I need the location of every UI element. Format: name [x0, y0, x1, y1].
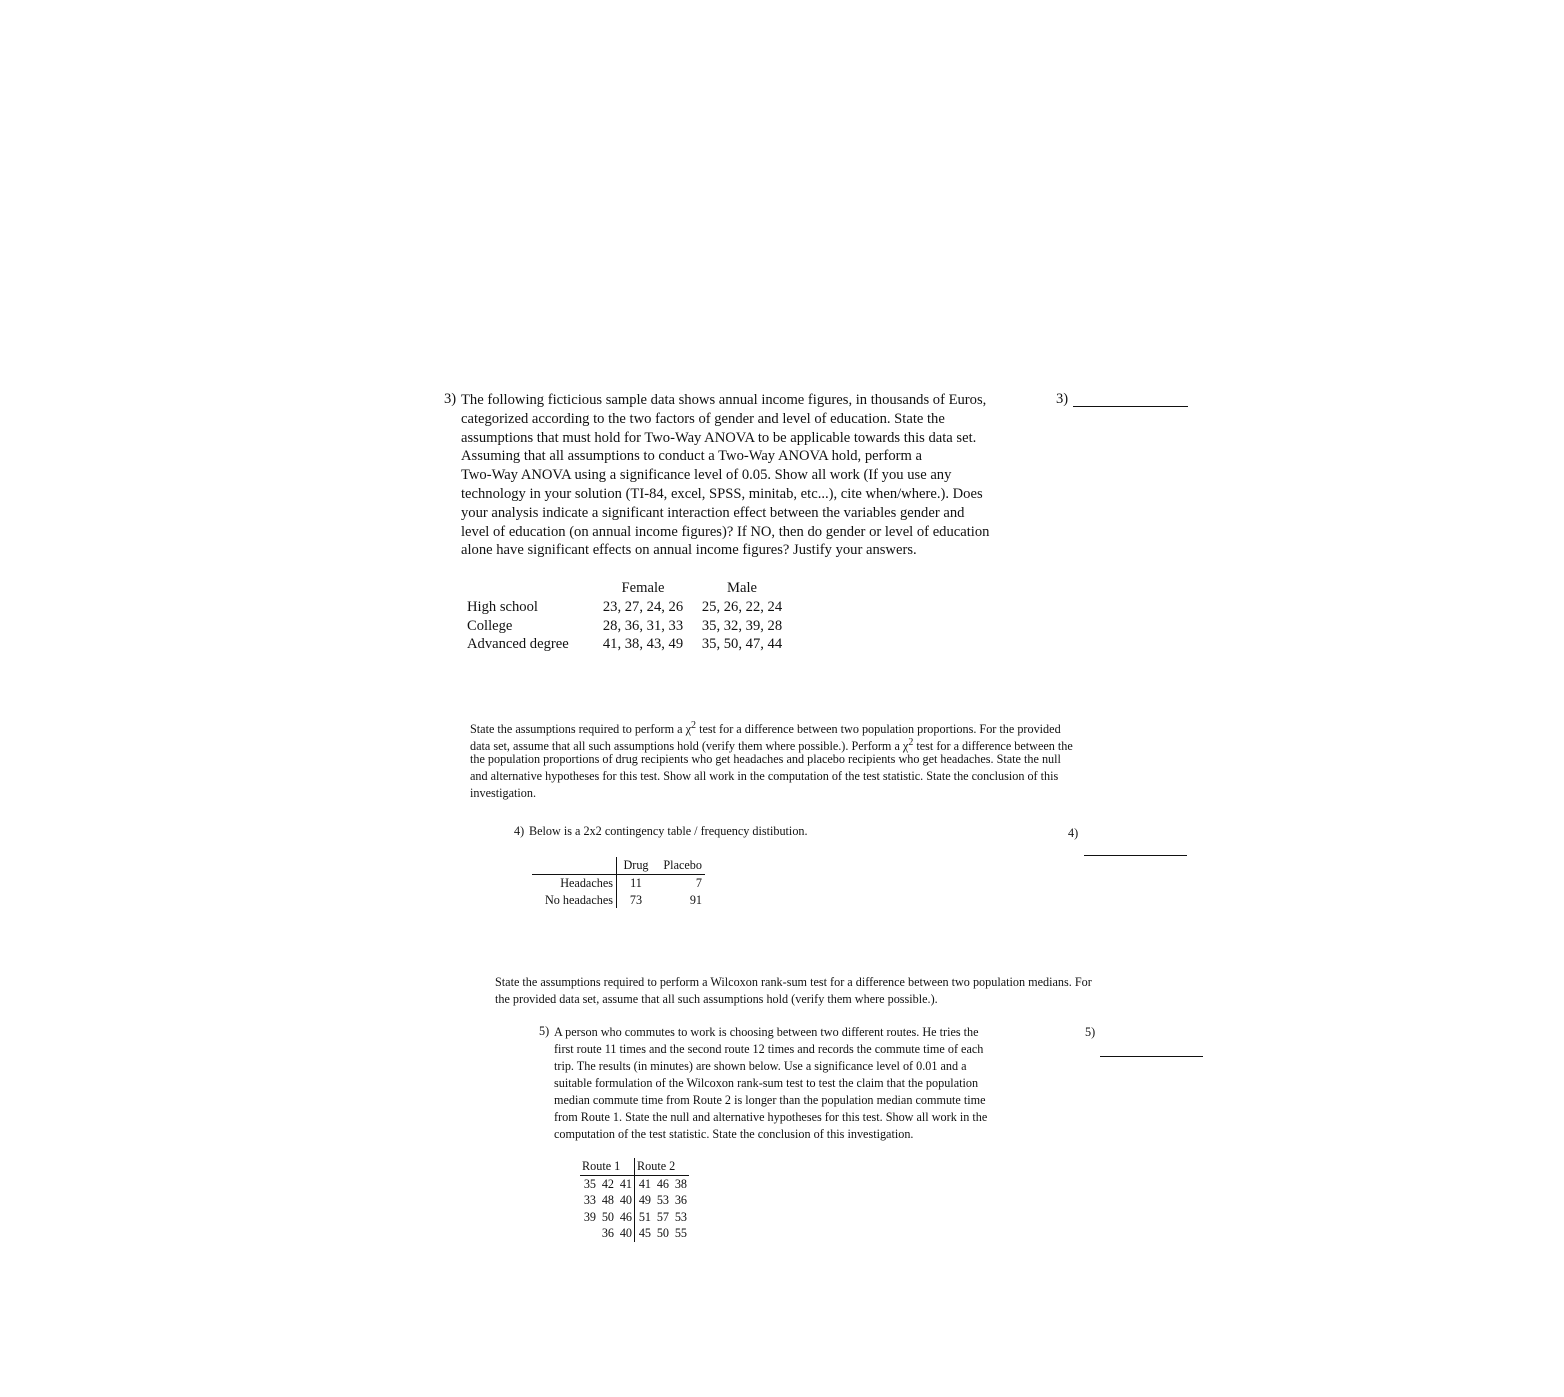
question-5-text	[554, 1024, 988, 1141]
table-cell: 7	[695, 875, 702, 890]
answer-label-5: 5)	[1085, 1025, 1096, 1039]
table-cell: 50	[601, 1209, 614, 1224]
text-span: test for a difference between the	[913, 739, 1073, 754]
income-data-table	[467, 579, 791, 654]
table-cell: 53	[674, 1209, 687, 1224]
table-header-cell: Male	[727, 580, 757, 596]
question-3-number: 3)	[444, 391, 457, 407]
text-line: categorized according to the two factors of gender and level of education. State the	[461, 410, 945, 427]
text-line	[470, 717, 1073, 737]
table-header-cell: Drug	[617, 857, 656, 874]
table-header-row	[580, 1158, 689, 1175]
table-cell: 50	[656, 1226, 669, 1241]
table-cell: 41	[616, 1175, 635, 1192]
row-label: Advanced degree	[467, 636, 569, 653]
text-line: first route 11 times and the second route 12 times and records the commute time of each	[554, 1042, 984, 1056]
text-line: from Route 1. State the null and alternative hypotheses for this test. Show all work in the	[554, 1110, 988, 1124]
answer-blank-4[interactable]	[1084, 838, 1187, 856]
text-line: suitable formulation of the Wilcoxon rank-sum test to test the claim that the population	[554, 1076, 979, 1090]
text-line: A person who commutes to work is choosing between two different routes. He tries the	[554, 1025, 979, 1039]
table-cell: 25, 26, 22, 24	[701, 598, 783, 615]
answer-blank-3[interactable]	[1073, 406, 1188, 407]
table-cell: 40	[616, 1225, 635, 1242]
table-cell: 55	[674, 1226, 687, 1241]
text-line: median commute time from Route 2 is longer than the population median commute time	[554, 1093, 986, 1107]
text-line: computation of the test statistic. State the conclusion of this investigation.	[554, 1127, 914, 1141]
text-line: State the assumptions required to perform a Wilcoxon rank-sum test for a difference between two population medians. For	[495, 975, 1092, 989]
table-cell: 39	[583, 1209, 596, 1224]
table-cell: 23, 27, 24, 26	[602, 598, 684, 615]
table-row	[580, 1225, 689, 1242]
table-row	[532, 874, 705, 891]
wilcoxon-instructions	[495, 974, 1092, 1008]
text-line: The following ficticious sample data shows annual income figures, in thousands of Euros,	[461, 392, 987, 408]
text-line: level of education (on annual income figures)? If NO, then do gender or level of education	[461, 523, 990, 540]
table-header-cell	[532, 857, 617, 874]
text-line: trip. The results (in minutes) are shown below. Use a significance level of 0.01 and a	[554, 1059, 967, 1073]
question-4-text: Below is a 2x2 contingency table / frequency distibution.	[529, 824, 808, 838]
table-cell: 35	[583, 1176, 596, 1191]
text-line: investigation.	[470, 786, 537, 800]
table-cell: 40	[616, 1192, 635, 1209]
table-header-row	[532, 857, 705, 874]
table-row	[580, 1209, 689, 1226]
text-line: the provided data set, assume that all such assumptions hold (verify them where possible.).	[495, 992, 938, 1006]
answer-blank-5[interactable]	[1100, 1039, 1203, 1057]
table-header-cell: Female	[621, 580, 665, 596]
row-label: No headaches	[532, 892, 617, 909]
row-label: High school	[467, 598, 538, 615]
table-cell: 42	[601, 1176, 614, 1191]
table-header-cell: Route 2	[635, 1158, 690, 1175]
row-label: Headaches	[532, 874, 617, 891]
table-cell: 73	[629, 892, 643, 907]
table-cell: 28, 36, 31, 33	[602, 617, 684, 634]
contingency-table	[532, 857, 705, 908]
table-cell: 46	[616, 1209, 635, 1226]
table-cell: 57	[656, 1209, 669, 1224]
answer-label-4: 4)	[1068, 826, 1079, 840]
answer-label-3: 3)	[1056, 391, 1069, 407]
text-line: alone have significant effects on annual income figures? Justify your answers.	[461, 542, 917, 559]
question-4-number: 4)	[514, 824, 525, 838]
chi-symbol: χ	[685, 722, 692, 737]
question-3-text	[461, 391, 989, 560]
table-row	[467, 598, 791, 617]
text-line: assumptions that must hold for Two-Way ANOVA to be applicable towards this data set.	[461, 429, 977, 446]
chi-square-instructions	[470, 717, 1073, 802]
text-span: test for a difference between two population proportions. For the provided	[696, 722, 1061, 737]
table-cell: 35, 32, 39, 28	[701, 617, 783, 634]
table-cell: 33	[583, 1193, 596, 1208]
superscript: 2	[691, 720, 697, 731]
table-row	[467, 617, 791, 636]
table-cell: 45	[638, 1226, 651, 1241]
table-cell: 48	[601, 1193, 614, 1208]
table-cell: 41	[638, 1176, 651, 1191]
route-times-table	[580, 1158, 689, 1242]
text-line: your analysis indicate a significant interaction effect between the variables gender and	[461, 504, 965, 521]
table-cell: 36	[674, 1193, 687, 1208]
text-line: the population proportions of drug recipients who get headaches and placebo recipients who get headaches. State the null	[470, 752, 1061, 766]
table-cell: 53	[656, 1193, 669, 1208]
table-header-row	[467, 579, 791, 598]
text-span: data set, assume that all such assumptions hold (verify them where possible.). Perform a	[470, 739, 903, 754]
text-line: Two-Way ANOVA using a significance level of 0.05. Show all work (If you use any	[461, 467, 952, 484]
question-5-number: 5)	[539, 1024, 550, 1038]
table-row	[467, 635, 791, 654]
chi-symbol: χ	[902, 739, 909, 754]
text-line	[470, 734, 1073, 754]
table-cell: 35, 50, 47, 44	[701, 636, 783, 653]
table-cell: 46	[656, 1176, 669, 1191]
text-line: and alternative hypotheses for this test. Show all work in the computation of the test statistic. State the conclusion of this	[470, 769, 1059, 783]
table-row	[580, 1175, 689, 1192]
table-cell: 36	[601, 1226, 614, 1241]
table-cell: 41, 38, 43, 49	[602, 636, 684, 653]
superscript: 2	[908, 737, 914, 748]
table-header-cell	[467, 579, 593, 598]
table-row	[580, 1192, 689, 1209]
row-label: College	[467, 617, 513, 634]
table-header-cell: Route 1	[580, 1158, 635, 1175]
text-line: technology in your solution (TI-84, excel, SPSS, minitab, etc...), cite when/where.). Does	[461, 485, 983, 502]
table-cell: 51	[638, 1209, 651, 1224]
text-line: Assuming that all assumptions to conduct a Two-Way ANOVA hold, perform a	[461, 448, 922, 465]
table-header-cell: Placebo	[655, 857, 705, 874]
table-cell	[580, 1225, 598, 1242]
table-row	[532, 892, 705, 909]
table-cell: 91	[689, 892, 702, 907]
text-span: State the assumptions required to perform a	[470, 722, 686, 737]
table-cell: 11	[630, 875, 642, 890]
table-cell: 49	[638, 1193, 651, 1208]
table-cell: 38	[674, 1176, 687, 1191]
